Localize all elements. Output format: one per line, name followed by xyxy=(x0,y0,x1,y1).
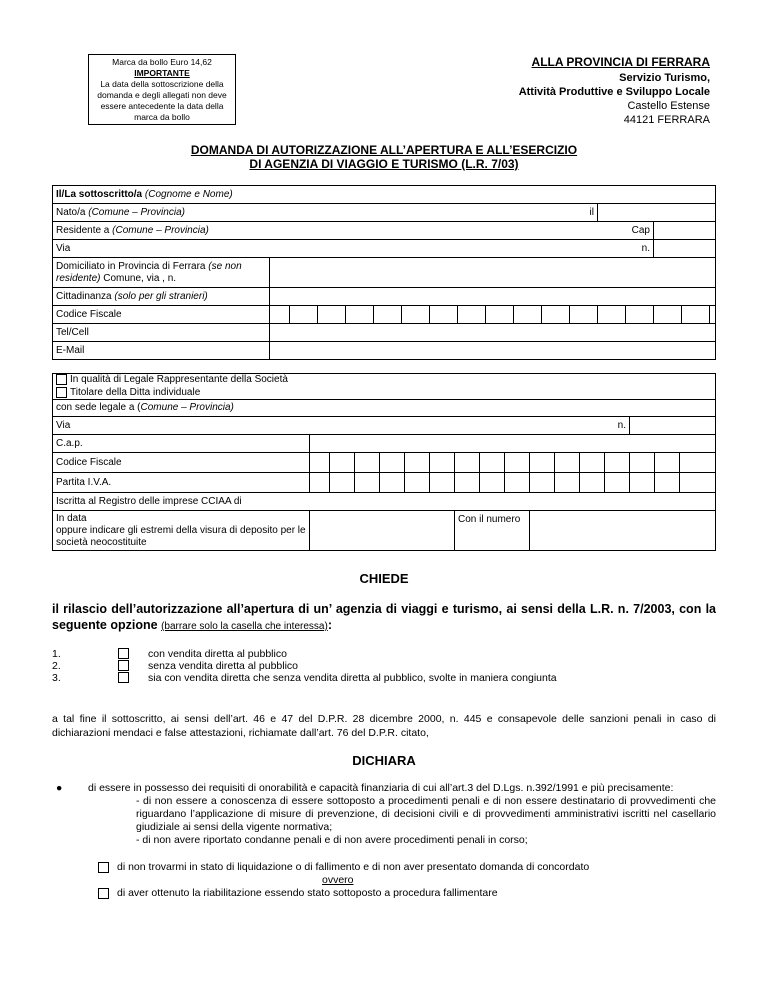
dichiara-section xyxy=(52,782,716,900)
dichiara-bullet: ● di essere in possesso dei requisiti di onorabilità e capacità finanziaria di cui all’art.3 del D.Lgs. n.392/1991 e più precisamente: xyxy=(56,782,674,794)
cf-box[interactable] xyxy=(318,306,346,324)
piva-box[interactable] xyxy=(405,473,430,493)
label-residente: Residente a xyxy=(56,224,110,236)
dichiara-heading: DICHIARA xyxy=(352,753,416,768)
label-email: E-Mail xyxy=(53,342,270,360)
cf-box[interactable] xyxy=(430,306,458,324)
field-sede-number[interactable] xyxy=(630,417,716,435)
piva-spacer xyxy=(310,473,330,493)
option-2[interactable]: 2. senza vendita diretta al pubblico xyxy=(52,660,299,672)
label-cap-sede: C.a.p. xyxy=(53,435,310,453)
label-cap: Cap xyxy=(631,224,650,236)
recipient-line3: Castello Estense xyxy=(627,100,710,112)
recipient-address xyxy=(519,54,710,127)
label-in-data: In data oppure indicare gli estremi della visura di deposito per le società neocostituite xyxy=(53,511,310,551)
bullet-icon: ● xyxy=(56,782,63,794)
cf2-box[interactable] xyxy=(580,453,605,473)
label-domiciliato: Domiciliato in Provincia di Ferrara (se non residente) Comune, via , n. xyxy=(53,258,270,288)
piva-box[interactable] xyxy=(480,473,505,493)
row-nato[interactable] xyxy=(53,204,598,222)
cf2-box[interactable] xyxy=(355,453,380,473)
piva-box[interactable] xyxy=(380,473,405,493)
label-nato-hint: (Comune – Provincia) xyxy=(88,206,185,218)
ovvero-label: ovvero xyxy=(322,874,354,886)
field-cittadinanza[interactable] xyxy=(270,288,716,306)
field-numero[interactable] xyxy=(530,511,716,551)
document-title xyxy=(0,143,768,171)
fine-paragraph: a tal fine il sottoscritto, ai sensi dell’art. 46 e 47 del D.P.R. 28 dicembre 2000, n. 445 e consapevole delle sanzioni penali in caso di dichiarazioni mendaci e false attestazioni, richiamate dall’art. 76 del D.P.R. citato, xyxy=(52,713,716,739)
piva-box[interactable] xyxy=(630,473,655,493)
check-liquidazione[interactable]: di non trovarmi in stato di liquidazione o di fallimento e di non aver presentato domanda di concordato xyxy=(52,861,716,874)
piva-box[interactable] xyxy=(330,473,355,493)
label-cittadinanza: Cittadinanza (solo per gli stranieri) xyxy=(53,288,270,306)
field-domiciliato[interactable] xyxy=(270,258,716,288)
label-sottoscritto-hint: (Cognome e Nome) xyxy=(144,188,233,200)
checkbox-legale[interactable] xyxy=(56,374,67,385)
label-codice-fiscale: Codice Fiscale xyxy=(53,306,270,324)
cf-box[interactable] xyxy=(654,306,682,324)
label-partita-iva: Partita I.V.A. xyxy=(53,473,310,493)
cf-box[interactable] xyxy=(682,306,710,324)
piva-box[interactable] xyxy=(355,473,380,493)
dichiara-sub1: - di non essere a conoscenza di essere sottoposto a procedimenti penali e di non essere destinatario di provvedimenti che riguardano l’applicazione di misure di prevenzione, di decisioni civili e di provvedimenti amministrativi iscritti nel casellario giudiziale ai sensi della vigente normativa; xyxy=(136,795,716,833)
cf2-box[interactable] xyxy=(530,453,555,473)
field-email[interactable] xyxy=(270,342,716,360)
checkbox-option-2[interactable] xyxy=(118,660,129,671)
cf-box[interactable] xyxy=(710,306,716,324)
label-via: Via xyxy=(56,242,71,254)
piva-box[interactable] xyxy=(455,473,480,493)
row-sottoscritto[interactable] xyxy=(53,186,716,204)
checkbox-option-3[interactable] xyxy=(118,672,129,683)
option-1[interactable]: 1. con vendita diretta al pubblico xyxy=(52,648,287,660)
cf-box[interactable] xyxy=(374,306,402,324)
cf2-box[interactable] xyxy=(430,453,455,473)
cf-spacer xyxy=(270,306,290,324)
piva-box[interactable] xyxy=(655,473,680,493)
recipient-title: ALLA PROVINCIA DI FERRARA xyxy=(531,55,710,69)
label-n: n. xyxy=(641,242,650,254)
check-riabilitazione[interactable]: di aver ottenuto la riabilitazione essendo stato sottoposto a procedura fallimentare xyxy=(52,887,716,900)
row-ruolo xyxy=(53,374,716,400)
recipient-line2: Attività Produttive e Sviluppo Locale xyxy=(518,86,710,98)
field-il[interactable] xyxy=(598,204,716,222)
option-3[interactable]: 3. sia con vendita diretta che senza vendita diretta al pubblico, svolte in maniera congiunta xyxy=(52,672,557,684)
cf-box[interactable] xyxy=(542,306,570,324)
field-tel[interactable] xyxy=(270,324,716,342)
label-nato: Nato/a xyxy=(56,206,86,218)
row-sede[interactable]: con sede legale a (Comune – Provincia) xyxy=(53,400,716,417)
stamp-important: IMPORTANTE xyxy=(134,68,190,78)
cf2-box[interactable] xyxy=(555,453,580,473)
stamp-note: La data della sottoscrizione della domanda e degli allegati non deve essere antecedente la data della marca da bollo xyxy=(97,79,227,122)
cf2-box[interactable] xyxy=(480,453,505,473)
cf2-box[interactable] xyxy=(380,453,405,473)
title-line1: DOMANDA DI AUTORIZZAZIONE ALL’APERTURA E ALL’ESERCIZIO xyxy=(190,143,578,157)
options-list xyxy=(52,648,716,684)
field-cap[interactable] xyxy=(654,222,716,240)
row-via-sede[interactable]: Via n. xyxy=(53,417,630,435)
cf-box[interactable] xyxy=(514,306,542,324)
label-sottoscritto: Il/La sottoscritto/a xyxy=(56,188,143,200)
recipient-line4: 44121 FERRARA xyxy=(623,114,710,126)
dichiara-sub2: - di non avere riportato condanne penali e di non avere procedimenti penali in corso; xyxy=(136,834,528,846)
label-il: il xyxy=(589,206,594,218)
cf-box[interactable] xyxy=(570,306,598,324)
cf-box[interactable] xyxy=(598,306,626,324)
row-via[interactable] xyxy=(53,240,654,258)
piva-box[interactable] xyxy=(555,473,580,493)
cf2-spacer xyxy=(310,453,330,473)
row-iscritta[interactable]: Iscritta al Registro delle imprese CCIAA di xyxy=(53,493,716,511)
piva-box[interactable] xyxy=(680,473,716,493)
row-residente[interactable] xyxy=(53,222,654,240)
title-line2: DI AGENZIA DI VIAGGIO E TURISMO (L.R. 7/03) xyxy=(249,157,519,171)
recipient-line1: Servizio Turismo, xyxy=(619,72,710,84)
cf2-box[interactable] xyxy=(680,453,716,473)
chiede-heading: CHIEDE xyxy=(359,571,409,586)
piva-box[interactable] xyxy=(530,473,555,493)
cf2-box[interactable] xyxy=(655,453,680,473)
piva-box[interactable] xyxy=(580,473,605,493)
label-con-numero: Con il numero xyxy=(455,511,530,551)
label-cf-societa: Codice Fiscale xyxy=(53,453,310,473)
cf2-box[interactable] xyxy=(455,453,480,473)
cf2-box[interactable] xyxy=(605,453,630,473)
field-cap-sede[interactable] xyxy=(310,435,716,453)
cf-box[interactable] xyxy=(290,306,318,324)
cf-box[interactable] xyxy=(458,306,486,324)
chiede-text: il rilascio dell’autorizzazione all’apertura di un’ agenzia di viaggi e turismo, ai sensi della L.R. n. 7/2003, con la seguente opzione (barrare solo la casella che interessa): xyxy=(52,602,716,632)
label-tel: Tel/Cell xyxy=(53,324,270,342)
stamp-box xyxy=(88,54,236,125)
piva-box[interactable] xyxy=(505,473,530,493)
cf2-box[interactable] xyxy=(405,453,430,473)
piva-box[interactable] xyxy=(605,473,630,493)
cf2-box[interactable] xyxy=(630,453,655,473)
option-titolare[interactable]: Titolare della Ditta individuale xyxy=(56,387,712,399)
company-form xyxy=(52,373,716,551)
checkbox-riabilitazione[interactable] xyxy=(98,888,109,899)
cf2-box[interactable] xyxy=(505,453,530,473)
checkbox-liquidazione[interactable] xyxy=(98,862,109,873)
cf-box[interactable] xyxy=(346,306,374,324)
cf2-box[interactable] xyxy=(330,453,355,473)
field-civic-number[interactable] xyxy=(654,240,716,258)
label-residente-hint: (Comune – Provincia) xyxy=(112,224,209,236)
checkbox-option-1[interactable] xyxy=(118,648,129,659)
cf-box[interactable] xyxy=(402,306,430,324)
cf-box[interactable] xyxy=(626,306,654,324)
applicant-form xyxy=(52,185,716,360)
stamp-label: Marca da bollo Euro 14,62 xyxy=(112,57,212,67)
field-in-data[interactable] xyxy=(310,511,455,551)
cf-box[interactable] xyxy=(486,306,514,324)
piva-box[interactable] xyxy=(430,473,455,493)
option-legale[interactable]: In qualità di Legale Rappresentante della Società xyxy=(56,374,712,386)
checkbox-titolare[interactable] xyxy=(56,387,67,398)
